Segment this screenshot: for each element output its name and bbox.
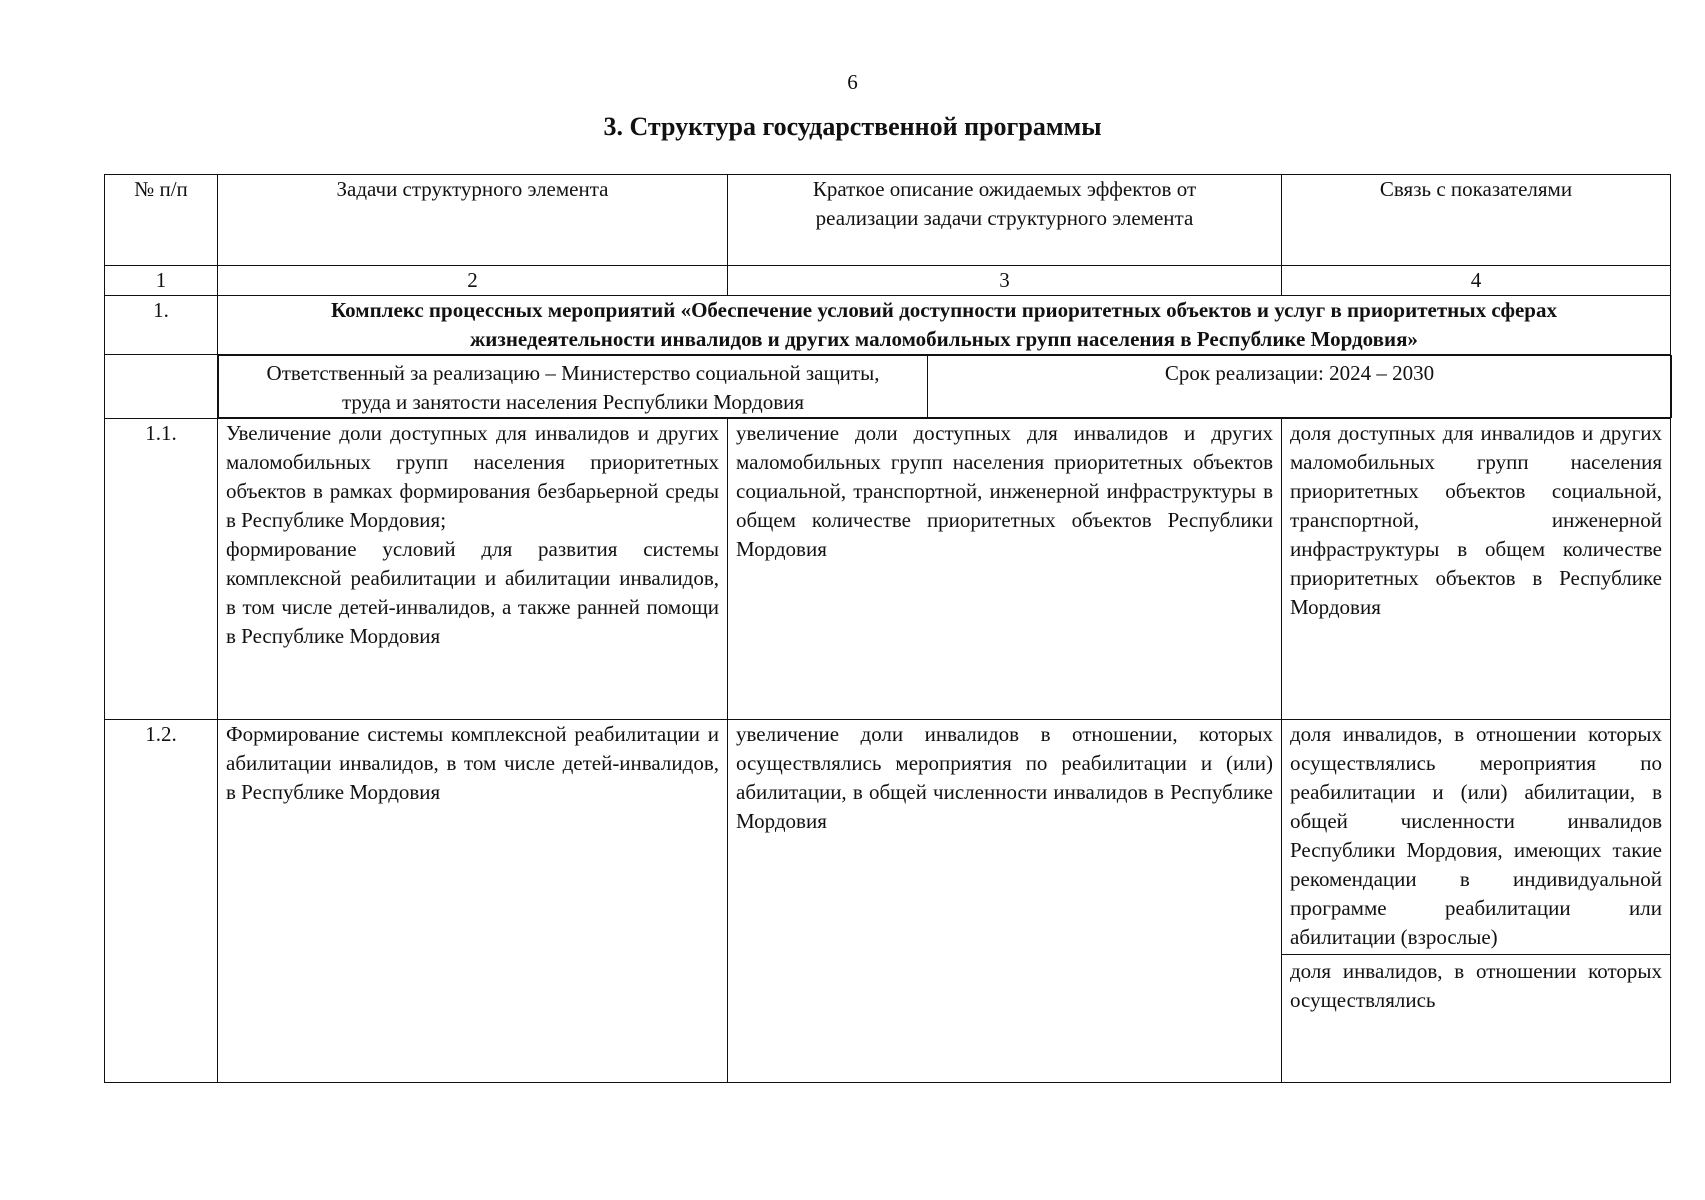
- column-number: 1: [105, 266, 218, 296]
- header-effects: Краткое описание ожидаемых эффектов от реализации задачи структурного элемента: [728, 175, 1282, 266]
- column-numbers-row: [105, 266, 1671, 296]
- header-tasks: Задачи структурного элемента: [218, 175, 728, 266]
- row-num: 1.1.: [105, 419, 218, 720]
- header-num: № п/п: [105, 175, 218, 266]
- row-task: [218, 419, 728, 720]
- row-num: 1.2.: [105, 720, 218, 1083]
- indicator-text: доля инвалидов, в отношении которых осуществлялись: [1282, 954, 1670, 1015]
- column-number: 2: [218, 266, 728, 296]
- page-number: 6: [847, 70, 858, 94]
- row-indicator: [1282, 720, 1671, 1083]
- responsible-row: [105, 355, 1671, 419]
- responsible-empty-cell: [105, 355, 218, 419]
- indicator-text: доля инвалидов, в отношении которых осуществлялись мероприятия по реабилитации и (или) абилитации, в общей численности инвалидов Республики Мордовия, имеющих такие рекомендации в индивидуальной программе реабилитации или абилитации (взрослые): [1290, 722, 1662, 949]
- group-title: Комплекс процессных мероприятий «Обеспечение условий доступности приоритетных объектов и услуг в приоритетных сферах жизнедеятельности инвалидов и других маломобильных групп населения в Республике Мордовия»: [218, 296, 1671, 355]
- row-effect: увеличение доли доступных для инвалидов и других маломобильных групп населения приоритетных объектов социальной, транспортной, инженерной инфраструктуры в общем количестве приоритетных объектов Республики Мордовия: [728, 419, 1282, 720]
- responsible-term-split: [218, 355, 1672, 418]
- responsible-term-cell: [218, 355, 1671, 419]
- column-number: 4: [1282, 266, 1671, 296]
- table-row: [105, 720, 1671, 1083]
- row-task: Формирование системы комплексной реабилитации и абилитации инвалидов, в том числе детей-инвалидов, в Республике Мордовия: [218, 720, 728, 1083]
- table-header-row: [105, 175, 1671, 266]
- table-row: [105, 419, 1671, 720]
- page-title: 3. Структура государственной программы: [603, 112, 1102, 141]
- term-text: Срок реализации: 2024 – 2030: [928, 356, 1672, 418]
- row-indicator: доля доступных для инвалидов и других маломобильных групп населения приоритетных объектов социальной, транспортной, инженерной инфраструктуры в общем количестве приоритетных объектов в Республике Мордовия: [1282, 419, 1671, 720]
- responsible-text: Ответственный за реализацию – Министерство социальной защиты, труда и занятости населения Республики Мордовия: [219, 356, 928, 418]
- group-num: 1.: [105, 296, 218, 355]
- task-text: Увеличение доли доступных для инвалидов и других маломобильных групп населения приоритетных объектов в рамках формирования безбарьерной среды в Республике Мордовия;: [226, 421, 719, 532]
- header-indicators: Связь с показателями: [1282, 175, 1671, 266]
- program-structure-table: [104, 174, 1671, 1083]
- column-number: 3: [728, 266, 1282, 296]
- task-text: формирование условий для развития системы комплексной реабилитации и абилитации инвалидов, в том числе детей-инвалидов, а также ранней помощи в Республике Мордовия: [226, 537, 719, 648]
- group-row: [105, 296, 1671, 355]
- row-effect: увеличение доли инвалидов в отношении, которых осуществлялись мероприятия по реабилитации и (или) абилитации, в общей численности инвалидов в Республике Мордовия: [728, 720, 1282, 1083]
